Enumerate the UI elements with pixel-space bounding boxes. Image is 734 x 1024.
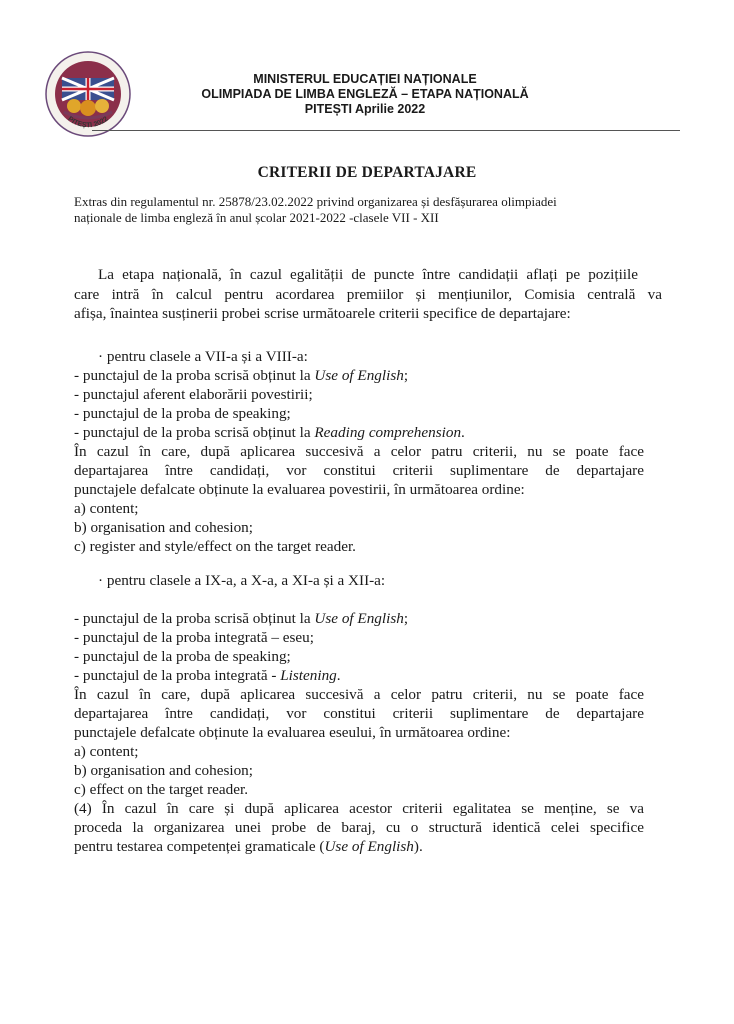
intro-line-1: La etapa națională, în cazul egalității de puncte între candidații aflați pe pozițiile bbox=[98, 266, 638, 283]
section2-para-line-2: departajarea între candidați, vor constitui criterii suplimentare de departajare bbox=[74, 705, 644, 722]
section1-criterion-4: - punctajul de la proba scrisă obținut la Reading comprehension. bbox=[74, 424, 465, 441]
section2-heading: · pentru clasele a IX-a, a X-a, a XI-a și a XII-a: bbox=[98, 572, 386, 589]
section2-criterion-3: - punctajul de la proba de speaking; bbox=[74, 648, 291, 665]
extract-line-2: naționale de limba engleză în anul școlar 2021-2022 -clasele VII - XII bbox=[74, 209, 439, 225]
section1-para-line-1: În cazul în care, după aplicarea succesivă a celor patru criterii, nu se poate face bbox=[74, 443, 644, 460]
section2-sub-a: a) content; bbox=[74, 743, 139, 760]
section2-sub-b: b) organisation and cohesion; bbox=[74, 762, 253, 779]
header-olympiad: OLIMPIADA DE LIMBA ENGLEZĂ – ETAPA NAȚIONALĂ bbox=[201, 87, 529, 101]
section1-sub-a: a) content; bbox=[74, 500, 139, 517]
intro-line-2: care intră în calcul pentru acordarea premiilor și mențiunilor, Comisia centrală va bbox=[74, 285, 662, 303]
section1-heading: · pentru clasele a VII-a și a VIII-a: bbox=[98, 348, 308, 365]
intro-paragraph bbox=[74, 265, 662, 324]
section2-criterion-1: - punctajul de la proba scrisă obținut la Use of English; bbox=[74, 610, 409, 627]
header-ministry: MINISTERUL EDUCAȚIEI NAȚIONALE bbox=[253, 72, 477, 86]
header-divider bbox=[92, 130, 680, 131]
regulation-extract bbox=[74, 194, 634, 225]
section1-criterion-1: - punctajul de la proba scrisă obținut la Use of English; bbox=[74, 367, 409, 384]
section2-criterion-2: - punctajul de la proba integrată – eseu; bbox=[74, 629, 314, 646]
section2-para-line-3: punctajele defalcate obținute la evaluarea eseului, în următoarea ordine: bbox=[74, 724, 511, 741]
section2-criterion-4: - punctajul de la proba integrată - Listening. bbox=[74, 667, 341, 684]
section1-criterion-2: - punctajul aferent elaborării povestirii; bbox=[74, 386, 313, 403]
final-para-line-3: pentru testarea competenței gramaticale (Use of English). bbox=[74, 838, 423, 855]
olympiad-logo bbox=[44, 50, 132, 138]
section1-para-line-3: punctajele defalcate obținute la evaluarea povestirii, în următoarea ordine: bbox=[74, 481, 525, 498]
ministry-header bbox=[160, 72, 570, 117]
intro-line-3: afișa, înaintea susținerii probei scrise următoarele criterii specifice de departajare: bbox=[74, 305, 571, 322]
header-location-date: PITEȘTI Aprilie 2022 bbox=[304, 102, 426, 116]
section2-sub-c: c) effect on the target reader. bbox=[74, 781, 248, 798]
section1-para-line-2: departajarea între candidați, vor constitui criterii suplimentare de departajare bbox=[74, 462, 644, 479]
section2-para-line-1: În cazul în care, după aplicarea succesivă a celor patru criterii, nu se poate face bbox=[74, 686, 644, 703]
final-para-line-2: proceda la organizarea unei probe de baraj, cu o structură identică celei specifice bbox=[74, 819, 644, 836]
section1-sub-c: c) register and style/effect on the target reader. bbox=[74, 538, 356, 555]
section1-sub-b: b) organisation and cohesion; bbox=[74, 519, 253, 536]
final-para-line-1: (4) În cazul în care și după aplicarea acestor criterii egalitatea se menține, se va bbox=[74, 800, 644, 817]
extract-line-1: Extras din regulamentul nr. 25878/23.02.2022 privind organizarea și desfășurarea olimpiadei bbox=[74, 194, 557, 209]
section1-criterion-3: - punctajul de la proba de speaking; bbox=[74, 405, 291, 422]
page-title: CRITERII DE DEPARTAJARE bbox=[257, 164, 477, 181]
logo-text: PITEȘTI 2022 bbox=[66, 115, 110, 130]
